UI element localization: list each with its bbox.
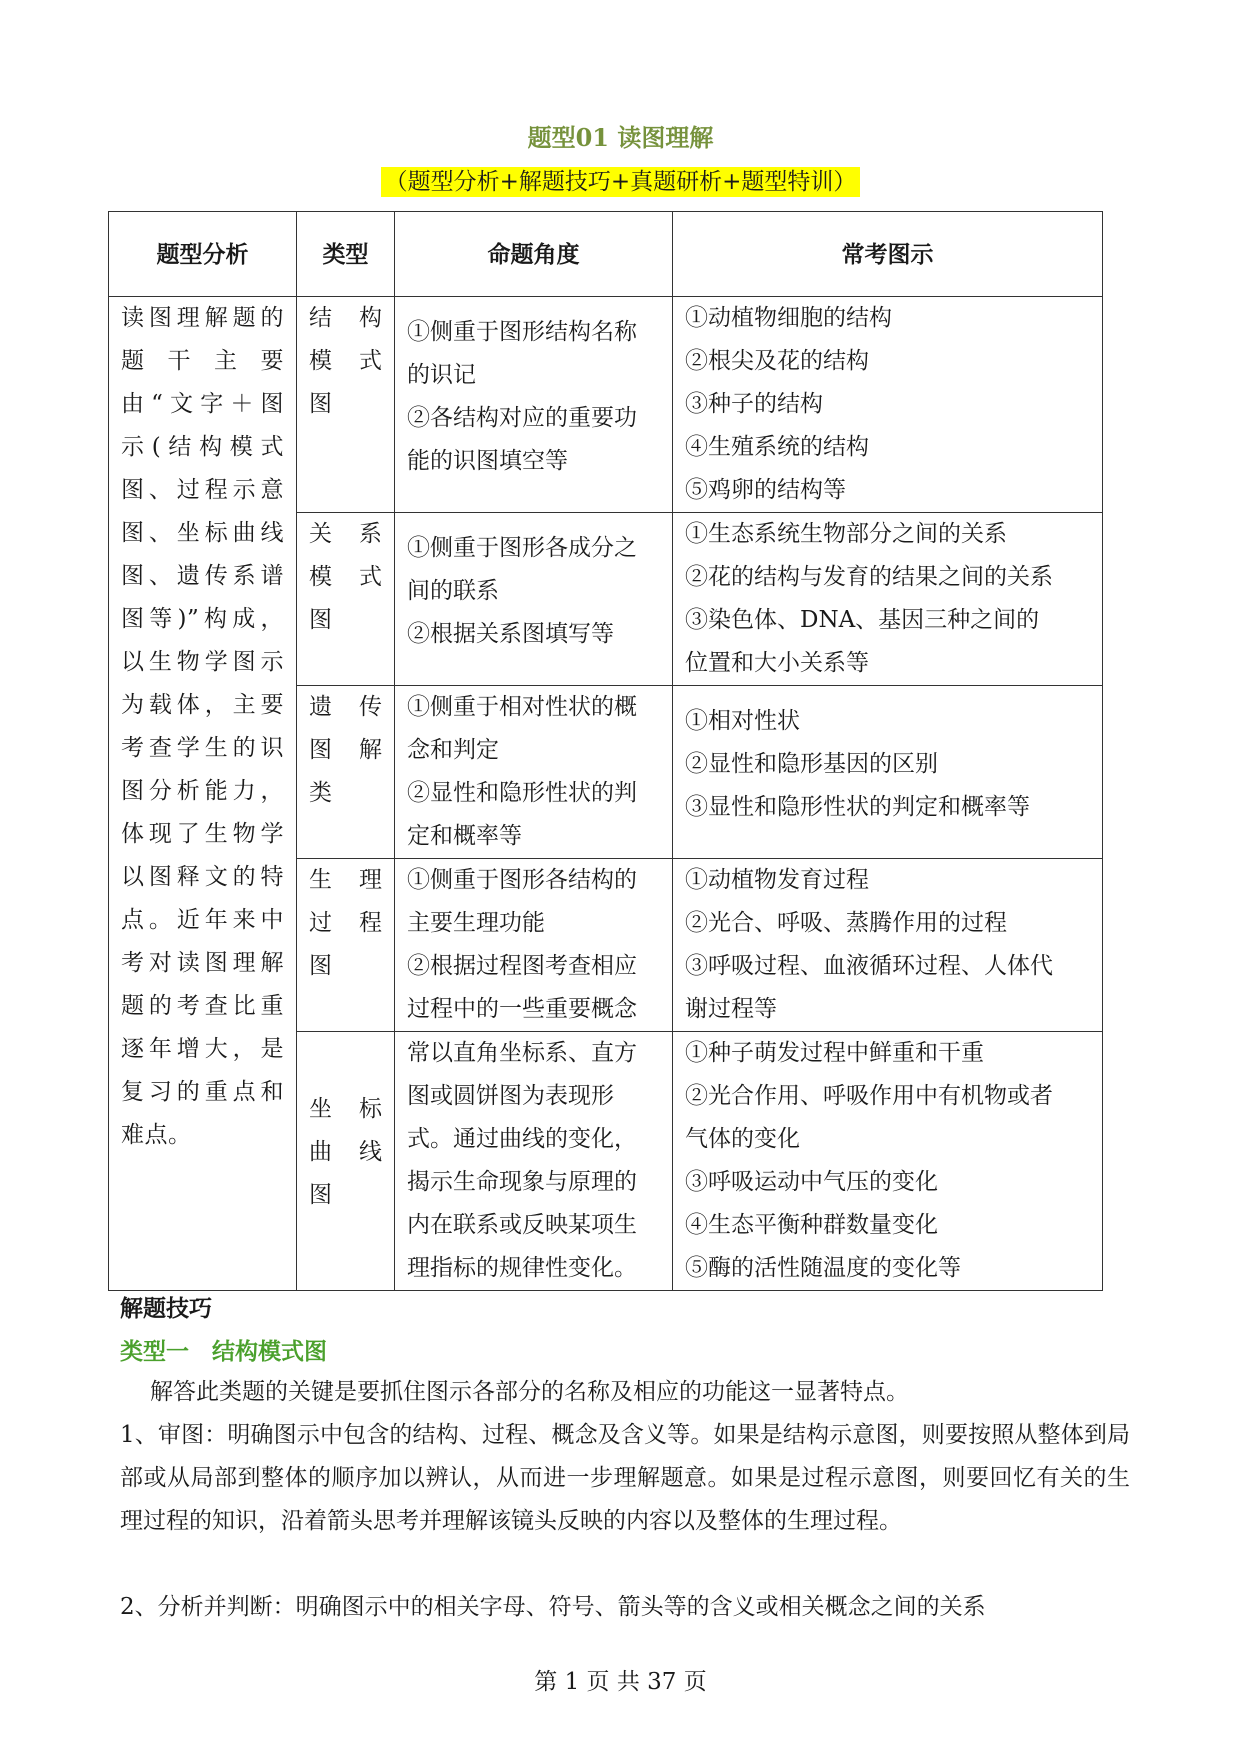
type-line: 图 [309, 953, 332, 979]
analysis-table [108, 211, 1103, 1291]
angle-cell [395, 297, 673, 513]
type-line: 曲线 [309, 1139, 382, 1165]
angle-cell [395, 1032, 673, 1291]
figures-cell [673, 859, 1103, 1032]
figure-line: 位置和大小关系等 [685, 650, 869, 676]
angle-line: ①侧重于图形各结构的 [407, 867, 637, 893]
angle-cell [395, 513, 673, 686]
analysis-line: 图、遗传系谱 [121, 563, 284, 589]
analysis-line: 难点。 [121, 1122, 192, 1148]
type-line: 坐标 [309, 1096, 382, 1122]
type-cell [297, 859, 395, 1032]
figure-line: ①生态系统生物部分之间的关系 [685, 521, 1007, 547]
figure-line: ④生态平衡种群数量变化 [685, 1212, 938, 1238]
page-subtitle: （题型分析+解题技巧+真题研析+题型特训） [381, 167, 861, 197]
figure-line: ①相对性状 [685, 708, 800, 734]
header-analysis: 题型分析 [109, 212, 297, 297]
page-title: 题型01 读图理解 [527, 123, 714, 152]
angle-line: 主要生理功能 [407, 910, 545, 936]
angle-line: 念和判定 [407, 737, 499, 763]
figure-line: 气体的变化 [685, 1126, 800, 1152]
angle-line: 能的识图填空等 [407, 448, 568, 474]
paragraph-step-2: 2、分析并判断：明确图示中的相关字母、符号、箭头等的含义或相关概念之间的关系 [120, 1594, 986, 1620]
type-heading: 类型一 结构模式图 [120, 1338, 327, 1365]
type-line: 图解 [309, 737, 382, 763]
type-line: 图 [309, 607, 332, 633]
type-line: 模式 [309, 564, 382, 590]
figure-line: ①动植物发育过程 [685, 867, 869, 893]
analysis-line: 读图理解题的 [121, 305, 284, 331]
type-line: 过程 [309, 910, 382, 936]
type-line: 关系 [309, 521, 382, 547]
analysis-line: 考查学生的识 [121, 735, 284, 761]
angle-cell [395, 859, 673, 1032]
figure-line: ③种子的结构 [685, 391, 823, 417]
type-cell [297, 686, 395, 859]
angle-line: ①侧重于相对性状的概 [407, 694, 637, 720]
angle-cell [395, 686, 673, 859]
angle-line: ②根据过程图考查相应 [407, 953, 637, 979]
section-heading: 解题技巧 [120, 1295, 212, 1322]
type-cell [297, 1032, 395, 1291]
analysis-line: 示(结构模式 [121, 434, 284, 460]
angle-line: ①侧重于图形各成分之 [407, 535, 637, 561]
subtitle-wrap [0, 163, 1241, 196]
figure-line: ②花的结构与发育的结果之间的关系 [685, 564, 1053, 590]
type-cell [297, 513, 395, 686]
angle-line: 的识记 [407, 362, 476, 388]
analysis-line: 考对读图理解 [121, 950, 284, 976]
analysis-line: 复习的重点和 [121, 1079, 284, 1105]
analysis-text [109, 297, 297, 1291]
paragraph-intro: 解答此类题的关键是要抓住图示各部分的名称及相应的功能这一显著特点。 [150, 1379, 909, 1405]
figure-line: ③呼吸过程、血液循环过程、人体代 [685, 953, 1053, 979]
type-line: 遗传 [309, 694, 382, 720]
analysis-line: 体现了生物学 [121, 821, 284, 847]
figure-line: ⑤酶的活性随温度的变化等 [685, 1255, 961, 1281]
figure-line: ②光合、呼吸、蒸腾作用的过程 [685, 910, 1007, 936]
angle-line: 揭示生命现象与原理的 [407, 1169, 637, 1195]
figures-cell [673, 513, 1103, 686]
analysis-line: 由“文字＋图 [121, 391, 284, 417]
angle-line: 内在联系或反映某项生 [407, 1212, 637, 1238]
figures-cell [673, 297, 1103, 513]
analysis-line: 点。近年来中 [121, 907, 284, 933]
type-line: 类 [309, 780, 332, 806]
analysis-line: 以图释文的特 [121, 864, 284, 890]
figure-line: ②光合作用、呼吸作用中有机物或者 [685, 1083, 1053, 1109]
angle-line: 定和概率等 [407, 823, 522, 849]
figures-cell [673, 686, 1103, 859]
figures-cell [673, 1032, 1103, 1291]
table-header-row [109, 212, 1103, 297]
analysis-line: 图、坐标曲线 [121, 520, 284, 546]
analysis-line: 为载体，主要 [121, 692, 284, 718]
page-footer: 第 1 页 共 37 页 [534, 1669, 707, 1695]
type-line: 生理 [309, 867, 382, 893]
type-line: 模式 [309, 348, 382, 374]
figure-line: ①动植物细胞的结构 [685, 305, 892, 331]
analysis-line: 题的考查比重 [121, 993, 284, 1019]
angle-line: 图或圆饼图为表现形 [407, 1083, 614, 1109]
analysis-line: 以生物学图示 [121, 649, 284, 675]
paragraph-step-1: 1、审图：明确图示中包含的结构、过程、概念及含义等。如果是结构示意图，则要按照从整体到局部或从局部到整体的顺序加以辨认，从而进一步理解题意。如果是过程示意图，则要回忆有关的生理过程的知识，沿着箭头思考并理解该镜头反映的内容以及整体的生理过程。 [120, 1422, 1130, 1534]
header-type: 类型 [297, 212, 395, 297]
figure-line: ③显性和隐形性状的判定和概率等 [685, 794, 1030, 820]
analysis-line: 逐年增大，是 [121, 1036, 284, 1062]
angle-line: 理指标的规律性变化。 [407, 1255, 637, 1281]
analysis-line: 题干主要 [121, 348, 284, 374]
header-angle: 命题角度 [395, 212, 673, 297]
figure-line: ④生殖系统的结构 [685, 434, 869, 460]
figure-line: ②显性和隐形基因的区别 [685, 751, 938, 777]
figure-line: ③染色体、DNA、基因三种之间的 [685, 607, 1040, 633]
angle-line: 间的联系 [407, 578, 499, 604]
type-line: 结构 [309, 305, 382, 331]
angle-line: 式。通过曲线的变化， [407, 1126, 637, 1152]
figure-line: ⑤鸡卵的结构等 [685, 477, 846, 503]
type-line: 图 [309, 391, 332, 417]
angle-line: 常以直角坐标系、直方 [407, 1040, 637, 1066]
angle-line: ②根据关系图填写等 [407, 621, 614, 647]
header-figures: 常考图示 [673, 212, 1103, 297]
angle-line: ②显性和隐形性状的判 [407, 780, 637, 806]
figure-line: 谢过程等 [685, 996, 777, 1022]
type-line: 图 [309, 1182, 332, 1208]
analysis-line: 图等)”构成， [121, 606, 284, 632]
type-cell [297, 297, 395, 513]
analysis-line: 图分析能力， [121, 778, 284, 804]
figure-line: ①种子萌发过程中鲜重和干重 [685, 1040, 984, 1066]
angle-line: ②各结构对应的重要功 [407, 405, 637, 431]
angle-line: ①侧重于图形结构名称 [407, 319, 637, 345]
angle-line: 过程中的一些重要概念 [407, 996, 637, 1022]
figure-line: ③呼吸运动中气压的变化 [685, 1169, 938, 1195]
table-row [109, 297, 1103, 513]
analysis-line: 图、过程示意 [121, 477, 284, 503]
figure-line: ②根尖及花的结构 [685, 348, 869, 374]
